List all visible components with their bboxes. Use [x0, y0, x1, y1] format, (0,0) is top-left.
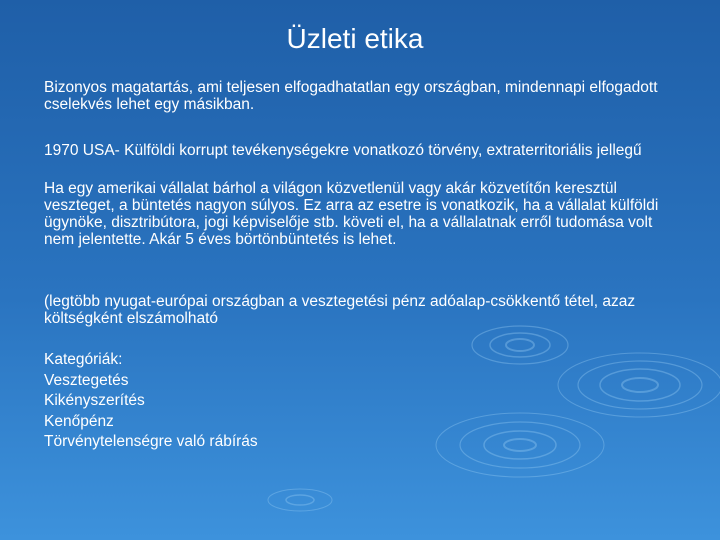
list-item: Törvénytelenségre való rábírás — [44, 433, 258, 450]
paragraph-europe-note: (legtöbb nyugat-európai országban a vesztegetési pénz adóalap-csökkentő tétel, azaz költségként elszámolható — [44, 293, 636, 327]
categories-list — [44, 350, 258, 453]
slide-title: Üzleti etika — [286, 23, 424, 54]
list-item: Vesztegetés — [44, 371, 129, 389]
categories-heading: Kategóriák: — [44, 351, 123, 368]
paragraph-usa-law: 1970 USA- Külföldi korrupt tevékenységekre vonatkozó törvény, extraterritoriális jellegű — [44, 142, 642, 159]
list-item: Kikényszerítés — [44, 392, 145, 409]
paragraph-penalty: Ha egy amerikai vállalat bárhol a világon közvetlenül vagy akár közvetítőn keresztül veszteget, a büntetés nagyon súlyos. Ez arra az esetre is vonatkozik, ha a vállalat külföldi ügynöke, disztribútora, jogi képviselője stb. követi el, ha a vállalatnak erről tudomása volt nem jelentette. Akár 5 éves börtönbüntetés is lehet. — [44, 180, 659, 248]
list-item: Kenőpénz — [44, 412, 114, 430]
paragraph-intro: Bizonyos magatartás, ami teljesen elfogadhatatlan egy országban, mindennapi elfogadott cselekvés lehet egy másikban. — [44, 79, 658, 113]
